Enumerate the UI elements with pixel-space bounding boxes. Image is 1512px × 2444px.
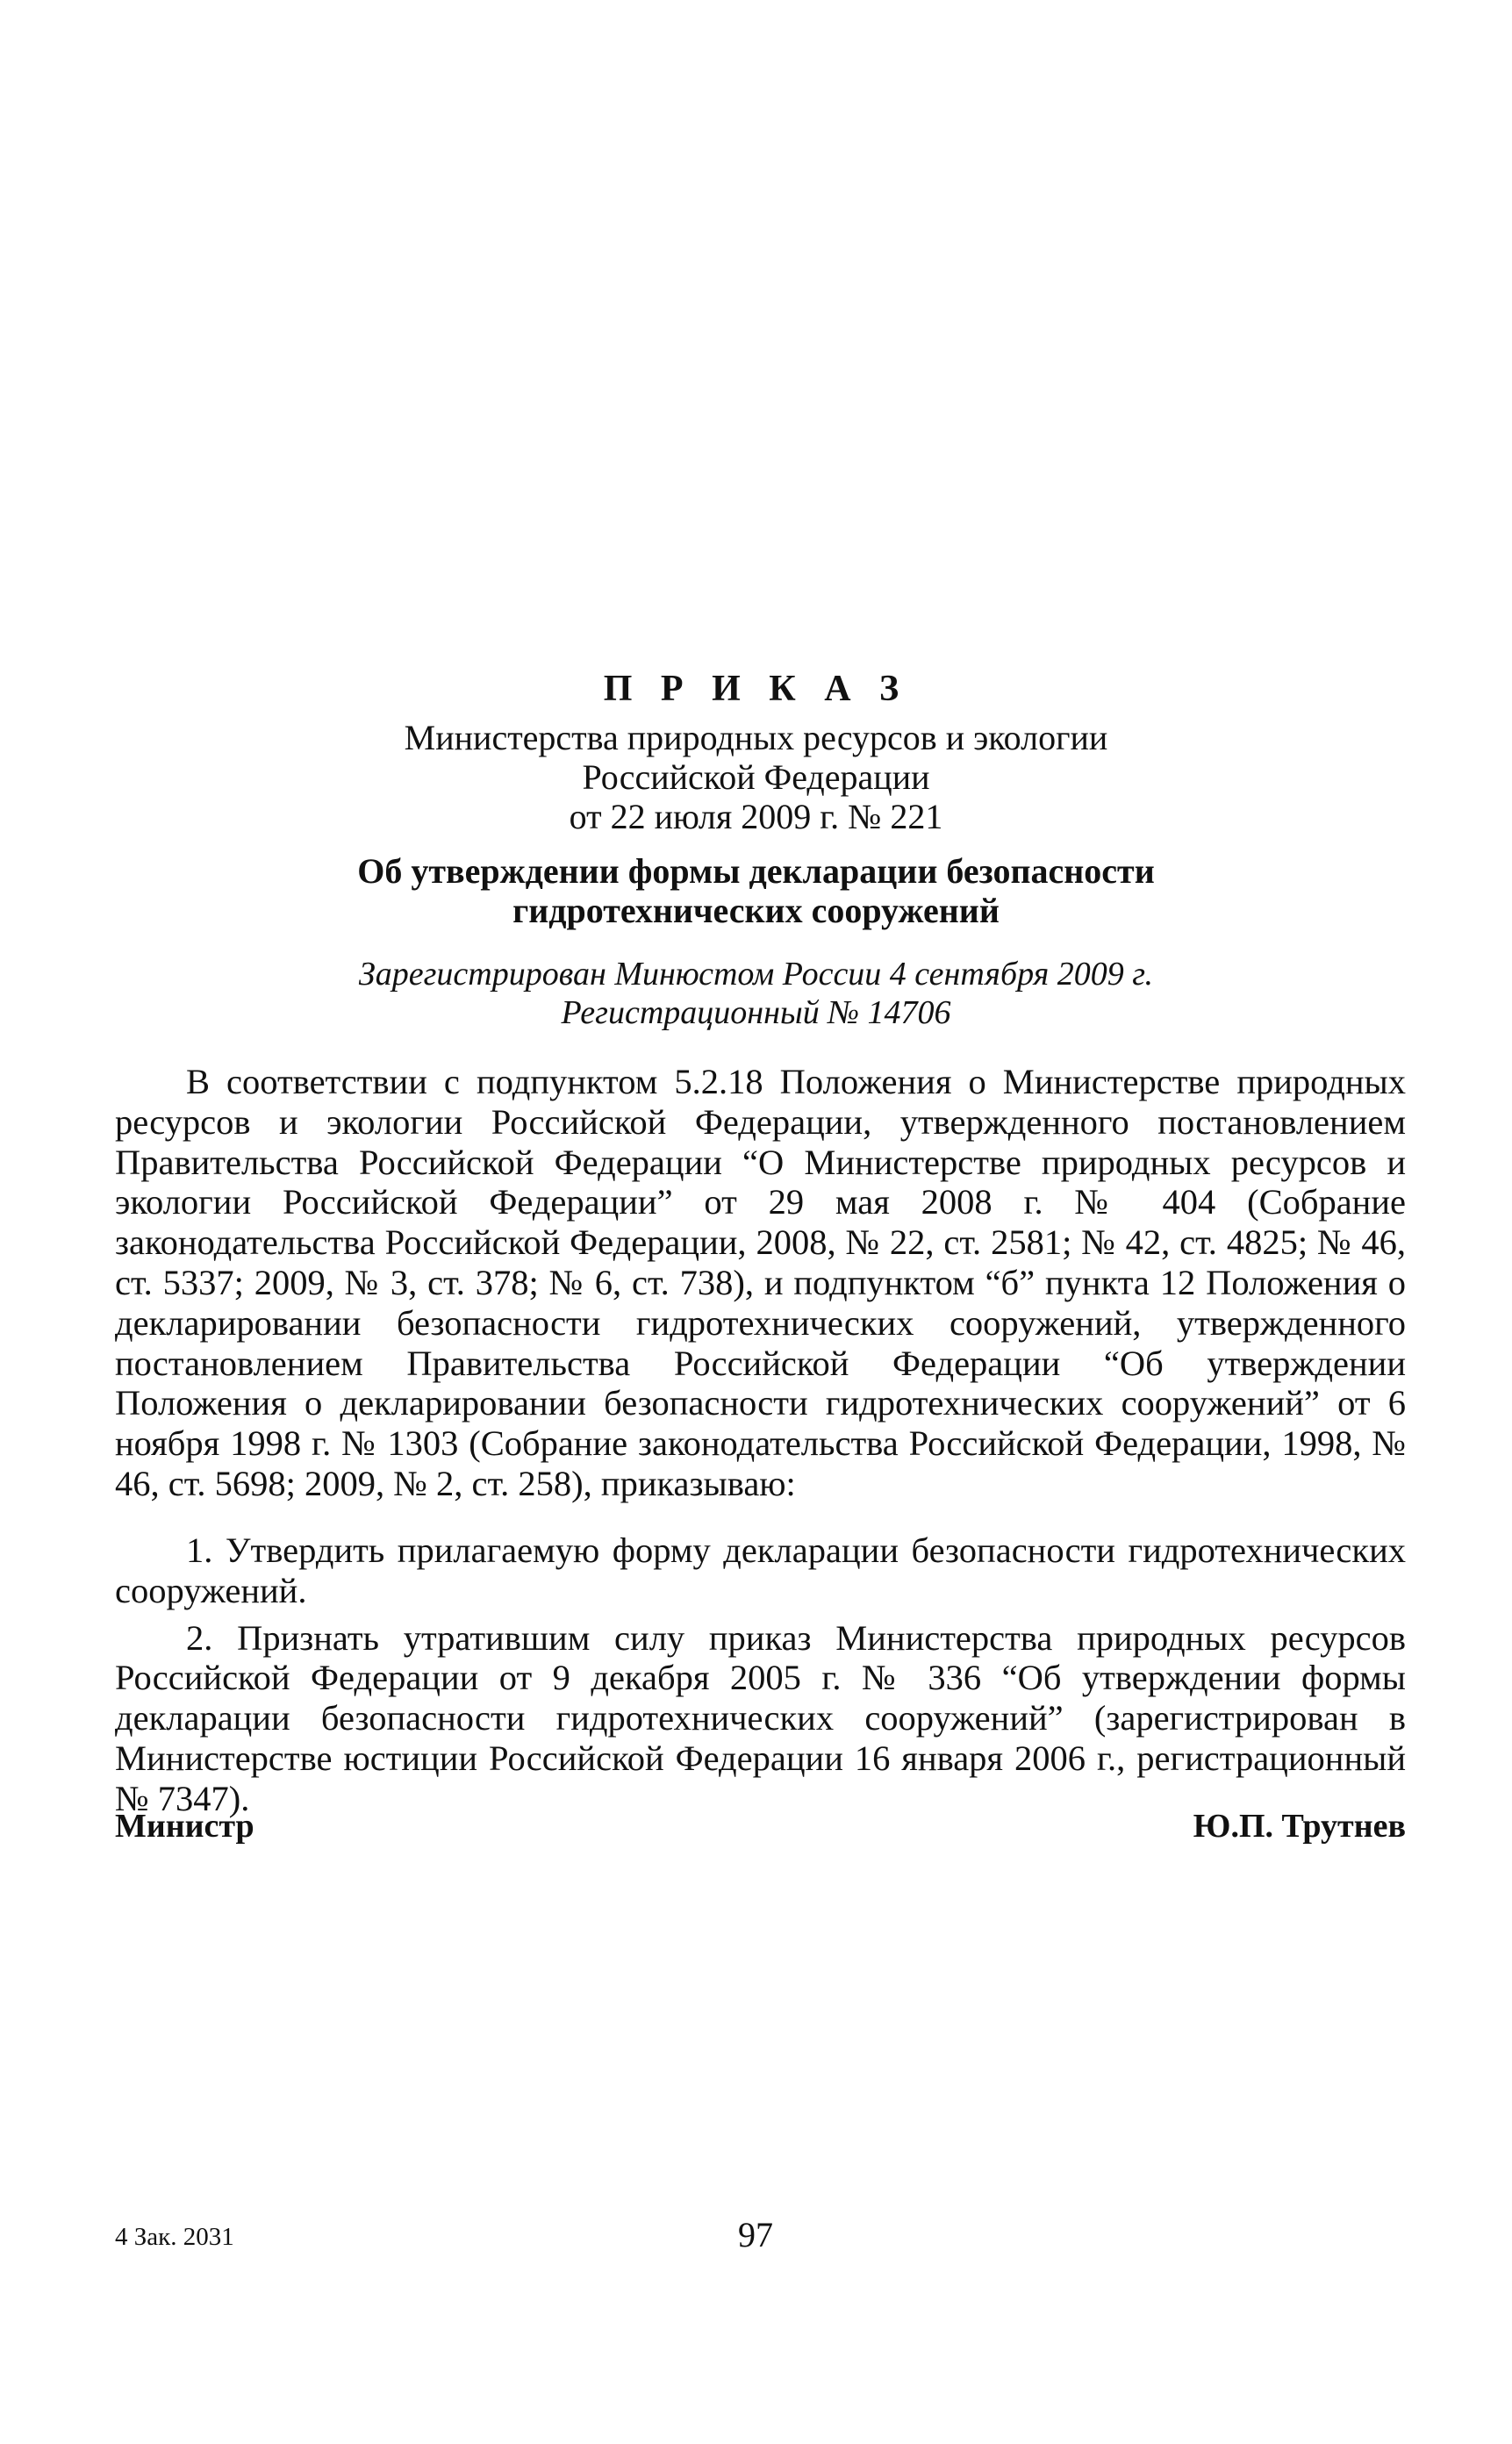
order-item: 2. Признать утратившим силу приказ Министерства природных ресурсов Российской Федерации от 9 декабря 2005 г. № 336 “Об утверждении формы декларации безопасности гидротехнических сооружений” (зарегистрирован в Министерстве юстиции Российской Федерации 16 января 2006 г., регистрационный № 7347). (115, 1617, 1406, 1818)
registration-number: Регистрационный № 14706 (561, 994, 951, 1031)
signatory-position: Министр (115, 1808, 254, 1845)
document-subject (263, 851, 1249, 930)
preamble-paragraph: В соответствии с подпунктом 5.2.18 Положения о Министерстве природных ресурсов и экологии Российской Федерации, утвержденного постановлением Правительства Российской Федерации “О Министерстве природных ресурсов и экологии Российской Федерации” от 29 мая 2008 г. № 404 (Собрание законодательства Российской Федерации, 2008, № 22, ст. 2581; № 42, ст. 4825; № 46, ст. 5337; 2009, № 3, ст. 378; № 6, ст. 738), и подпунктом “б” пункта 12 Положения о декларировании безопасности гидротехнических сооружений, утвержденного постановлением Правительства Российской Федерации “Об утверждении Положения о декларировании безопасности гидротехнических сооружений” от 6 ноября 1998 г. № 1303 (Собрание законодательства Российской Федерации, 1998, № 46, ст. 5698; 2009, № 2, ст. 258), приказываю: (115, 1062, 1406, 1503)
registration-note (263, 955, 1249, 1032)
issuer-line: Российской Федерации (582, 757, 930, 797)
signatory-name: Ю.П. Трутнев (1193, 1808, 1406, 1845)
subject-line: гидротехнических сооружений (512, 891, 1000, 930)
order-item: 1. Утвердить прилагаемую форму декларации безопасности гидротехнических сооружений. (115, 1530, 1406, 1610)
issuer-line: Министерства природных ресурсов и экологии (404, 718, 1108, 757)
preamble-block (115, 1062, 1406, 1504)
document-title: П Р И К А З (603, 669, 909, 709)
registration-line: Зарегистрирован Минюстом России 4 сентября 2009 г. (358, 956, 1154, 993)
order-items (115, 1530, 1406, 1826)
subject-line: Об утверждении формы декларации безопасности (357, 851, 1155, 891)
order-date-number: от 22 июля 2009 г. № 221 (569, 797, 943, 836)
page-number: 97 (738, 2215, 773, 2254)
issuer-block (263, 718, 1249, 836)
printing-order-note: 4 Зак. 2031 (115, 2223, 234, 2251)
